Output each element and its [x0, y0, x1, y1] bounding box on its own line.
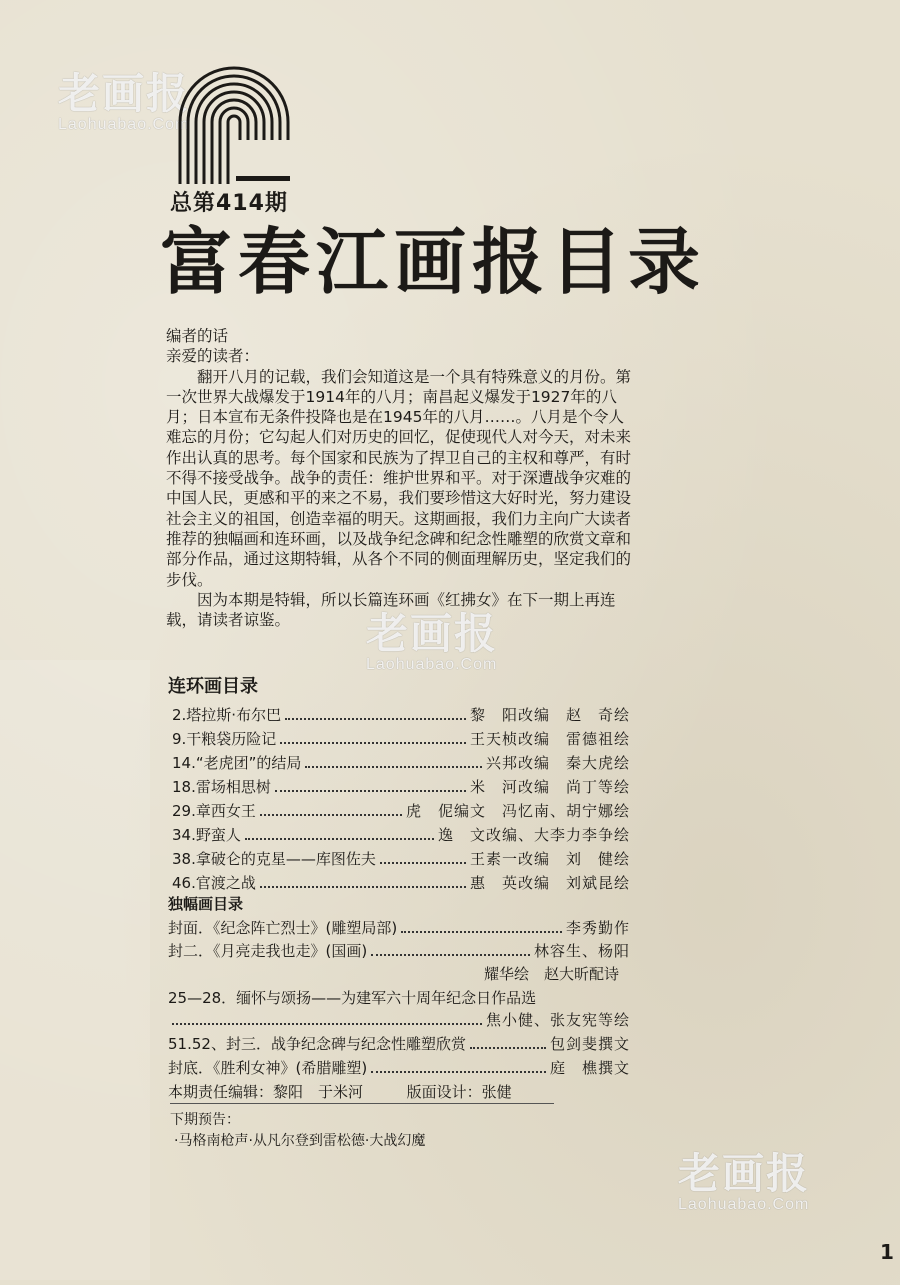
toc-credit: 虎 伲编文 冯忆南、胡宁娜绘: [405, 802, 630, 820]
toc-credit: 庭 樵撰文: [549, 1059, 630, 1077]
toc-title: 封底．《胜利女神》(希腊雕塑): [168, 1059, 368, 1077]
editor-label: 本期责任编辑：: [168, 1083, 274, 1101]
toc-credit: 米 河改编 尚丁等绘: [469, 778, 630, 796]
toc-title: 34.野蛮人: [172, 826, 241, 844]
leader-dots: [245, 838, 434, 840]
leader-dots: [285, 718, 466, 720]
editor-note-paragraph: 翻开八月的记载，我们会知道这是一个具有特殊意义的月份。第一次世界大战爆发于1914年的八月；南昌起义爆发于1927年的八月；日本宣布无条件投降也是在1945年的八月……。八月是个令人难忘的月份；它勾起人们对历史的回忆，促使现代人对今天，对未来作出认真的思考。每个国家和民族为了捍卫自己的主权和尊严，有时不得不接受战争。战争的责任：维护世界和平。对于深遭战争灾难的中国人民，更感和平的来之不易，我们要珍惜这大好时光，努力建设社会主义的祖国，创造幸福的明天。这期画报，我们力主向广大读者推荐的独幅画和连环画，以及战争纪念碑和纪念性雕塑的欣赏文章和部分作品，通过这期特辑，从各个不同的侧面理解历史，坚定我们的步伐。: [166, 367, 632, 589]
toc-credit: 耀华绘 赵大昕配诗: [484, 965, 620, 983]
toc-credit: 逸 文改编、大李力李争绘: [437, 826, 630, 844]
toc-entry: [172, 749, 630, 773]
toc-title: 14.“老虎团”的结局: [172, 754, 302, 772]
toc-title: 9.干粮袋历险记: [172, 730, 277, 748]
toc-title: 封二．《月亮走我也走》(国画): [168, 942, 368, 960]
leader-dots: [275, 790, 466, 792]
toc-title: 25—28．缅怀与颂扬——为建军六十周年纪念日作品选: [168, 989, 537, 1007]
preview-items: ·马格南枪声·从凡尔登到雷松德·大战幻魔: [174, 1133, 426, 1149]
toc-title: 38.拿破仑的克星——库图佐夫: [172, 850, 376, 868]
toc-entry: [168, 1006, 630, 1030]
design-label: 版面设计：: [406, 1083, 482, 1101]
watermark-cn: 老画报: [366, 609, 499, 658]
page-edge-shade: [0, 660, 150, 1280]
leader-dots: [371, 1071, 546, 1073]
toc-entry: [168, 1054, 630, 1078]
leader-dots: [260, 814, 402, 816]
leader-dots: [380, 862, 466, 864]
toc-entry: [168, 914, 630, 938]
toc-title: 18.雷场相思树: [172, 778, 271, 796]
preview-heading: 下期预告：: [170, 1112, 240, 1128]
leader-dots: [260, 886, 466, 888]
staff-credits: [168, 1081, 512, 1102]
toc-entry: [172, 821, 630, 845]
toc-credit: 兴邦改编 秦大虎绘: [485, 754, 630, 772]
watermark-cn: 老画报: [678, 1149, 811, 1198]
toc-entry: [172, 797, 630, 821]
comic-section-heading: 连环画目录: [168, 676, 258, 697]
toc-entry: [168, 1030, 630, 1054]
issue-number: 总第414期: [170, 191, 288, 216]
watermark: [678, 1149, 811, 1214]
toc-title: 封面．《纪念阵亡烈士》(雕塑局部): [168, 919, 398, 937]
toc-entry: [172, 725, 630, 749]
editor-note: [166, 326, 636, 630]
toc-entry: [172, 869, 630, 893]
magazine-logo-icon: [176, 64, 292, 184]
leader-dots: [305, 766, 482, 768]
design-name: 张健: [481, 1083, 512, 1101]
single-section-heading: 独幅画目录: [168, 895, 244, 913]
leader-dots: [401, 931, 562, 933]
toc-credit: 王天桢改编 雷德祖绘: [469, 730, 630, 748]
toc-credit: 林容生、杨阳: [533, 942, 630, 960]
toc-title: 51.52、封三．战争纪念碑与纪念性雕塑欣赏: [168, 1035, 466, 1053]
toc-credit: 惠 英改编 刘斌昆绘: [469, 874, 630, 892]
toc-credit: 包剑斐撰文: [549, 1035, 630, 1053]
watermark: [58, 69, 191, 134]
watermark-en: Laohuabao.Com: [678, 1196, 810, 1213]
editor-note-heading: 编者的话: [166, 327, 229, 345]
leader-dots: [470, 1047, 546, 1049]
toc-entry: [168, 937, 630, 961]
toc-entry: [172, 701, 630, 725]
editor-note-paragraph: 因为本期是特辑，所以长篇连环画《红拂女》在下一期上再连载，请读者谅鉴。: [166, 590, 616, 630]
toc-credit: 焦小健、张友宪等绘: [485, 1011, 630, 1029]
leader-dots: [172, 1023, 482, 1025]
page-number: 1: [880, 1240, 894, 1264]
toc-entry: [172, 773, 630, 797]
toc-title: 46.官渡之战: [172, 874, 256, 892]
divider: [170, 1103, 554, 1104]
page-title: 富春江画报目录: [160, 220, 707, 304]
editor-names: 黎阳 于米河: [273, 1083, 364, 1101]
toc-credit: 王素一改编 刘 健绘: [469, 850, 630, 868]
toc-title: 29.章西女王: [172, 802, 256, 820]
toc-entry: [172, 845, 630, 869]
toc-credit: 黎 阳改编 赵 奇绘: [469, 706, 630, 724]
toc-title: 2.塔拉斯·布尔巴: [172, 706, 282, 724]
editor-note-greeting: 亲爱的读者：: [166, 347, 260, 366]
watermark-en: Laohuabao.Com: [366, 656, 498, 673]
watermark-cn: 老画报: [58, 69, 191, 118]
leader-dots: [371, 954, 530, 956]
watermark-en: Laohuabao.Com: [58, 116, 190, 133]
leader-dots: [280, 742, 466, 744]
toc-credit: 李秀勤作: [565, 919, 630, 937]
